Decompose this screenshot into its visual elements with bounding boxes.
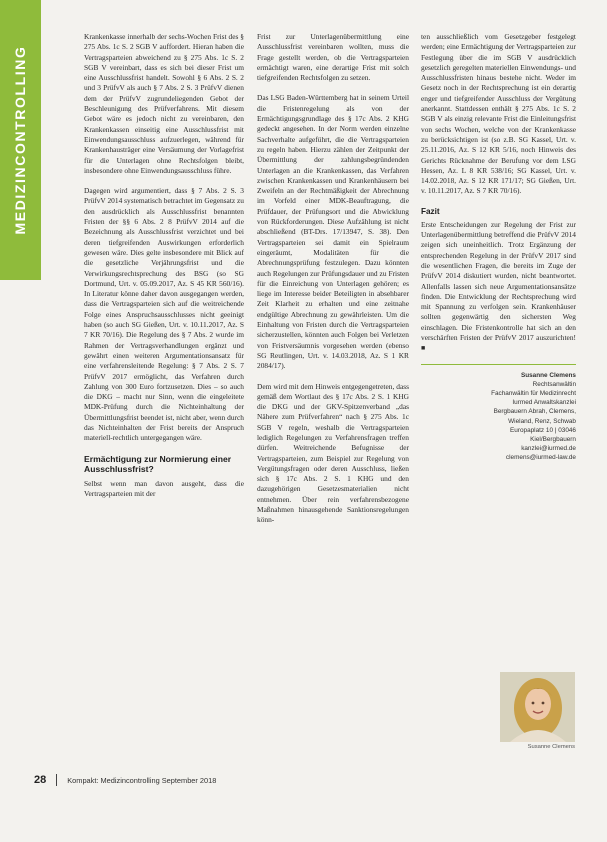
paragraph: Frist zur Unterlagenübermittlung eine Ausschlussfrist vereinbaren wollten, muss die Frage gestellt werden, ob die Vertragsparteien ermächtigt waren, eine derartige Frist mit solch tiefgreifenden Rechtsfolgen zu setzen. [257, 32, 409, 83]
page-footer [34, 774, 216, 786]
footer-divider [56, 774, 57, 786]
photo-caption: Susanne Clemens [527, 744, 575, 750]
divider [421, 364, 576, 365]
paragraph: Selbst wenn man davon ausgeht, dass die Vertragsparteien mit der [84, 478, 244, 498]
author-line: Rechtsanwältin [532, 380, 576, 388]
fazit-text: Erste Entscheidungen zur Regelung der Frist zur Unterlagenübermittlung betreffend die PrüfvV 2014 zeigen sich uneinheitlich. Trotz Ergänzung der entsprechenden Regelung in der PrüfvV 2017 sind die wesentlichen Fragen, die bereits im Zuge der PrüfvV 2014 diskutiert wurden, nicht beantwortet. Allenfalls lassen sich neue Argumentationsansätze finden. Die Entwicklung der Rechtsprechung wird mit Spannung zu verfolgen sein. Krankenhäuser sollten gegenwärtig den sichersten Weg einschlagen. Die Fristenkontrolle hat sich an den verschärften Fristen der PrüfvV 2017 auszurichten! [421, 219, 576, 343]
fazit-heading: Fazit [421, 206, 440, 216]
author-line: Europaplatz 10 | 03046 [510, 426, 576, 434]
section-tab [0, 0, 41, 280]
author-box [421, 371, 576, 463]
paragraph: ten ausschließlich vom Gesetzgeber festgelegt werden; eine Ermächtigung der Vertragsparteien zur Festlegung über die im SGB V ausdrücklich gesetzlich geregelten materiellen Einwendungs- und Ausschlussfristen hinaus bestehe nicht. Weder im Gesetz noch in der Rechtsprechung ist ein derartig enger und tiefgreifender Ausschluss der Vergütung anerkannt. Stattdessen enthält § 275 Abs. 1c S. 2 SGB V als einzig relevante Frist die Einleitungsfrist von sechs Wochen, welche von der Krankenkasse zu berücksichtigen ist (so z.B. SG Kassel, Urt. v. 25.11.2016, Az. S 12 KR 5/16, noch Hinweis des Gerichts Rücknahme der Berufung vor dem LSG Hessen, Az. L 8 KR 538/16; SG Kassel, Urt. v. 14.02.2018, Az. S 12 KR 171/17; SG Gießen, Urt. v. 10.11.2017, Az. S 7 KR 70/16). [421, 32, 576, 196]
author-line: Iurmed Anwaltskanzlei [512, 399, 576, 407]
author-line: Fachanwältin für Medizinrecht [491, 390, 576, 398]
author-photo [500, 672, 575, 742]
paragraph [421, 220, 576, 354]
publication-title: Kompakt: Medizincontrolling September 2018 [67, 775, 217, 785]
author-line: Bergbauern Abrah, Clemens, [493, 408, 576, 416]
end-mark-icon: ■ [421, 344, 426, 353]
paragraph: Dagegen wird argumentiert, dass § 7 Abs. 2 S. 3 PrüfvV 2014 systematisch betrachtet im Gegensatz zu den ausdrücklich als Ausschlussfrist benannten Fristen der §§ 6 Abs. 2 8 PrüfvV 2014 auf die Bezeichnung als Ausschlussfrist verzichtet und bei deren tiefgreifenden Auswirkungen erforderlich gewesen wäre. Dies gelte insbesondere mit Blick auf die gesetzliche Verjährungsfrist und die Verwirkungsrechtsprechung des BSG (so SG Dortmund, Urt. v. 05.09.2017, Az. S 45 KR 560/16). In Literatur könne daher davon ausgegangen werden, dass die Vertragsparteien sich auf die weitreichende Folge eines Anspruchsausschlusses nicht geeinigt haben (so auch SG Gießen, Urt. v. 10.11.2017, Az. S 7 KR 70/16). Die Regelung des § 7 Abs. 2 wurde im Rahmen der Vertragsverhandlungen ergänzt und gewährt einen weiteren Argumentationsansatz für eine verfahrensleitende Regelung: § 7 Abs. 2 S. 7 PrüfvV 2017 ermöglicht, das Verfahren durch Zahlung von 300 Euro fortzusetzen. Dies – so auch die DKG – macht nur Sinn, wenn die eingeleitete MDK-Prüfung durch die Nichteinhaltung der Übermittlungsfrist beendet ist, nicht aber, wenn durch das Nichteinhalten der Frist bereits der Anspruch materiell-rechtlich untergegangen wäre. [84, 186, 244, 443]
author-name: Susanne Clemens [520, 371, 576, 379]
author-line: clemens@iurmed-law.de [505, 454, 576, 462]
section-tab-label: MEDIZINCONTROLLING [12, 45, 28, 235]
column-3 [421, 32, 576, 463]
subheading: Ermächtigung zur Normierung einer Ausschlussfrist? [84, 453, 232, 475]
page-number: 28 [34, 774, 47, 786]
author-line: Wieland, Renz, Schwab [508, 417, 576, 425]
author-line: kanzlei@iurmed.de [521, 445, 576, 453]
portrait-icon [500, 672, 575, 742]
paragraph: Dem wird mit dem Hinweis entgegengetreten, dass gemäß dem Wortlaut des § 17c Abs. 2 S. 1 KHG die DKG und der GKV-Spitzenverband „das Nähere zum Prüfverfahren“ nach § 275 Abs. 1c SGB V regeln, weshalb die Vertragsparteien lediglich Regelungen zu Verfahrensfragen treffen dürfen. Weitreichende Befugnisse der Vertragsparteien, zum Beispiel zur Regelung von Vergütungsfragen oder deren Ausschluss, ließen sich § 17c Abs. 2 S. 1 KHG und den dazugehörigen Gesetzesmaterialien nicht entnehmen. Über rein verfahrensbezogene Maßnahmen hinausgehende Sanktionsregelungen könn- [257, 381, 409, 525]
column-1 [84, 32, 244, 509]
paragraph: Das LSG Baden-Württemberg hat in seinem Urteil die Fristenregelung als von der Ermächtigungsgrundlage des § 17c Abs. 2 KHG gedeckt angesehen. In der Norm werden einzelne Sachverhalte aufgeführt, die die Vertragsparteien zu regeln haben. Hierzu zählen der Zeitpunkt der Übermittlung der zahlungsbegründenden Unterlagen an die Krankenkassen, das Verfahren zwischen Krankenkassen und Krankenhäusern bei Zweifeln an der Rechtmäßigkeit der Abrechnung im Vorfeld einer MDK-Beauftragung, die Prüfdauer, der Prüfungsort und die Abwicklung von Rückforderungen. Diese Aufzählung ist nicht abschließend (BT-Drs. 17/13947, S. 38). Den Vertragsparteien sei damit ein Spielraum eingeräumt, Modalitäten für die Abrechnungsprüfung festzulegen. Dazu könnten auch Regelungen zur Prüfungsdauer und zu Fristen für die Einreichung von Unterlagen gehören; es liege im Interesse beider Beteiligten in absehbarer Zeit Klarheit zu erhalten und eine zeitnahe endgültige Abrechnung zu gewährleisten. Um die Einhaltung von Fristen durch die Vertragsparteien sicherzustellen, könnten auch Folgen bei Verletzen von Fristversäumnis vorgesehen werden (ebenso SG Reutlingen, Urt. v. 14.03.2018, Az. S 1 KR 2084/17). [257, 93, 409, 371]
paragraph: Krankenkasse innerhalb der sechs-Wochen Frist des § 275 Abs. 1c S. 2 SGB V auffordert. Hieran haben die Vertragsparteien abweichend zu § 275 Abs. 1c S. 2 SGB V vereinbart, dass es sich bei dieser Frist um eine Ausschlussfrist handelt. Sowohl § 6 Abs. 2 S. 2 und 3 PrüfvV als auch § 7 Abs. 2 S. 3 PrüfvV dienen dem der PrüfvV zugrundeliegenden Gebot der Beschleunigung des Prüfverfahrens. Mit diesem Gebot wäre es jedoch nicht zu vereinbaren, den Krankenkassen einseitig eine Ausschlussfrist mit Einwendungsausschluss aufzuerlegen, während für Krankenhausträger eine Versäumung der Vorlagefrist für die Unterlagen ohne Rechtsfolgen bleibt, insbesondere ohne Einwendungsausschluss führe. [84, 32, 244, 175]
column-2 [257, 32, 409, 536]
author-line: Kiel/Bergbauern [530, 436, 576, 444]
